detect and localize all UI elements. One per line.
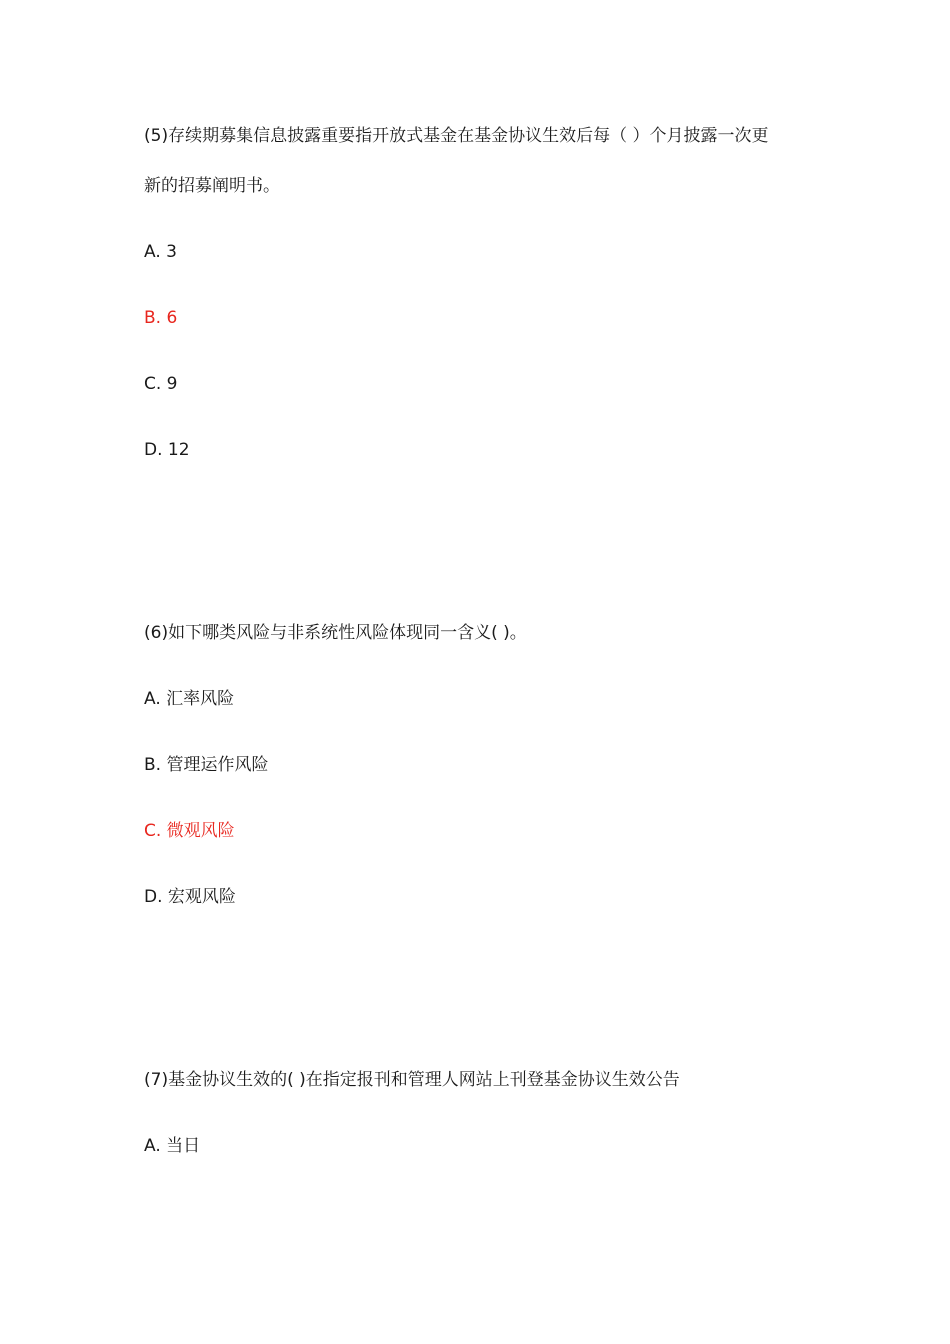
question-7-option-a: A. 当日 — [144, 1136, 201, 1156]
question-6-option-a: A. 汇率风险 — [144, 689, 235, 709]
question-6-stem-line-1: (6)如下哪类风险与非系统性风险体现同一含义( )。 — [144, 623, 527, 643]
question-6-option-b: B. 管理运作风险 — [144, 755, 269, 775]
question-5-option-a: A. 3 — [144, 242, 177, 262]
question-6-option-c-correct: C. 微观风险 — [144, 821, 235, 841]
question-5-option-d: D. 12 — [144, 440, 190, 460]
question-5-stem-line-2: 新的招募阐明书。 — [144, 176, 280, 196]
question-5-stem-line-1: (5)存续期募集信息披露重要指开放式基金在基金协议生效后每（ ）个月披露一次更 — [144, 126, 769, 146]
question-5-option-b-correct: B. 6 — [144, 308, 178, 328]
question-5-option-c: C. 9 — [144, 374, 178, 394]
question-7-stem-line-1: (7)基金协议生效的( )在指定报刊和管理人网站上刊登基金协议生效公告 — [144, 1070, 680, 1090]
question-6-option-d: D. 宏观风险 — [144, 887, 236, 907]
